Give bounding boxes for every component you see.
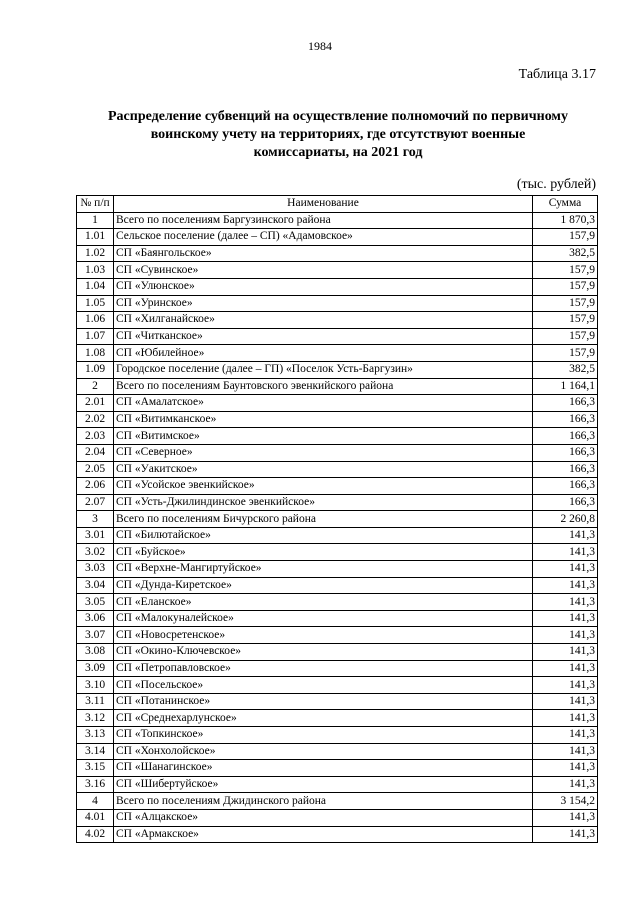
- row-name: СП «Потанинское»: [114, 693, 533, 710]
- row-number: 3.02: [77, 544, 114, 561]
- row-name: СП «Сувинское»: [114, 262, 533, 279]
- row-amount: 1 870,3: [533, 212, 598, 229]
- row-name: Городское поселение (далее – ГП) «Поселок Усть-Баргузин»: [114, 361, 533, 378]
- row-number: 3.09: [77, 660, 114, 677]
- table-row: [77, 793, 598, 810]
- row-number: 3.14: [77, 743, 114, 760]
- row-name: СП «Верхне-Мангиртуйское»: [114, 561, 533, 578]
- row-number: 4.02: [77, 826, 114, 843]
- row-amount: 166,3: [533, 494, 598, 511]
- row-amount: 157,9: [533, 312, 598, 329]
- row-number: 3.15: [77, 760, 114, 777]
- row-number: 1.09: [77, 361, 114, 378]
- row-number: 2: [77, 378, 114, 395]
- row-name: СП «Армакское»: [114, 826, 533, 843]
- table-row: [77, 345, 598, 362]
- row-number: 2.04: [77, 444, 114, 461]
- table-row: [77, 660, 598, 677]
- row-amount: 141,3: [533, 594, 598, 611]
- row-number: 3: [77, 511, 114, 528]
- table-row: [77, 693, 598, 710]
- table-row: [77, 511, 598, 528]
- row-amount: 141,3: [533, 527, 598, 544]
- row-number: 1.07: [77, 328, 114, 345]
- row-name: СП «Юбилейное»: [114, 345, 533, 362]
- row-number: 3.05: [77, 594, 114, 611]
- table-row: [77, 411, 598, 428]
- row-number: 1.06: [77, 312, 114, 329]
- row-number: 2.06: [77, 478, 114, 495]
- row-amount: 141,3: [533, 710, 598, 727]
- table-row: [77, 428, 598, 445]
- row-amount: 157,9: [533, 328, 598, 345]
- table-row: [77, 677, 598, 694]
- row-amount: 382,5: [533, 245, 598, 262]
- row-name: СП «Еланское»: [114, 594, 533, 611]
- row-amount: 157,9: [533, 229, 598, 246]
- table-row: [77, 760, 598, 777]
- table-row: [77, 361, 598, 378]
- row-number: 1.03: [77, 262, 114, 279]
- row-amount: 141,3: [533, 809, 598, 826]
- table-body: [77, 212, 598, 843]
- table-row: [77, 494, 598, 511]
- row-number: 3.03: [77, 561, 114, 578]
- row-name: СП «Малокуналейское»: [114, 610, 533, 627]
- table-row: [77, 826, 598, 843]
- row-name: СП «Витимканское»: [114, 411, 533, 428]
- row-name: Всего по поселениям Баргузинского района: [114, 212, 533, 229]
- table-row: [77, 577, 598, 594]
- row-amount: 166,3: [533, 478, 598, 495]
- row-number: 2.02: [77, 411, 114, 428]
- table-row: [77, 561, 598, 578]
- row-number: 3.07: [77, 627, 114, 644]
- row-number: 1.04: [77, 278, 114, 295]
- table-row: [77, 809, 598, 826]
- row-name: СП «Амалатское»: [114, 395, 533, 412]
- row-amount: 157,9: [533, 262, 598, 279]
- row-name: Всего по поселениям Джидинского района: [114, 793, 533, 810]
- row-amount: 141,3: [533, 826, 598, 843]
- row-name: СП «Билютайское»: [114, 527, 533, 544]
- row-name: СП «Улюнское»: [114, 278, 533, 295]
- row-amount: 157,9: [533, 278, 598, 295]
- row-amount: 166,3: [533, 411, 598, 428]
- row-name: СП «Петропавловское»: [114, 660, 533, 677]
- row-number: 1.08: [77, 345, 114, 362]
- row-amount: 141,3: [533, 644, 598, 661]
- row-name: Всего по поселениям Бичурского района: [114, 511, 533, 528]
- row-amount: 141,3: [533, 610, 598, 627]
- row-name: СП «Баянгольское»: [114, 245, 533, 262]
- row-number: 3.10: [77, 677, 114, 694]
- row-number: 3.08: [77, 644, 114, 661]
- row-amount: 141,3: [533, 627, 598, 644]
- row-amount: 166,3: [533, 395, 598, 412]
- table-row: [77, 461, 598, 478]
- row-name: СП «Усойское эвенкийское»: [114, 478, 533, 495]
- table-label: Таблица 3.17: [518, 67, 596, 82]
- row-number: 2.01: [77, 395, 114, 412]
- row-amount: 141,3: [533, 577, 598, 594]
- row-amount: 141,3: [533, 727, 598, 744]
- row-number: 1: [77, 212, 114, 229]
- row-number: 3.12: [77, 710, 114, 727]
- row-name: СП «Буйское»: [114, 544, 533, 561]
- row-number: 1.05: [77, 295, 114, 312]
- row-name: СП «Окино-Ключевское»: [114, 644, 533, 661]
- row-number: 3.04: [77, 577, 114, 594]
- row-number: 3.06: [77, 610, 114, 627]
- row-amount: 166,3: [533, 428, 598, 445]
- table-row: [77, 710, 598, 727]
- row-number: 3.13: [77, 727, 114, 744]
- row-amount: 3 154,2: [533, 793, 598, 810]
- row-name: СП «Уакитское»: [114, 461, 533, 478]
- table-row: [77, 262, 598, 279]
- row-amount: 157,9: [533, 295, 598, 312]
- row-number: 3.16: [77, 776, 114, 793]
- row-amount: 141,3: [533, 660, 598, 677]
- table-row: [77, 644, 598, 661]
- table-row: [77, 245, 598, 262]
- table-row: [77, 328, 598, 345]
- page-number: 1984: [308, 39, 332, 53]
- row-number: 3.11: [77, 693, 114, 710]
- row-number: 4: [77, 793, 114, 810]
- row-amount: 141,3: [533, 561, 598, 578]
- row-amount: 141,3: [533, 760, 598, 777]
- row-amount: 141,3: [533, 743, 598, 760]
- table-header-row: [77, 196, 598, 213]
- table-row: [77, 544, 598, 561]
- row-number: 3.01: [77, 527, 114, 544]
- table-row: [77, 527, 598, 544]
- row-amount: 1 164,1: [533, 378, 598, 395]
- row-name: Сельское поселение (далее – СП) «Адамовское»: [114, 229, 533, 246]
- row-amount: 157,9: [533, 345, 598, 362]
- row-number: 2.05: [77, 461, 114, 478]
- table-row: [77, 478, 598, 495]
- row-number: 1.02: [77, 245, 114, 262]
- title-line: Распределение субвенций на осуществление полномочий по первичному: [108, 109, 568, 124]
- table-row: [77, 627, 598, 644]
- header-amount: Сумма: [533, 196, 598, 213]
- row-amount: 141,3: [533, 693, 598, 710]
- row-number: 2.07: [77, 494, 114, 511]
- table-row: [77, 727, 598, 744]
- row-amount: 166,3: [533, 461, 598, 478]
- row-name: СП «Дунда-Киретское»: [114, 577, 533, 594]
- row-amount: 141,3: [533, 544, 598, 561]
- row-name: СП «Алцакское»: [114, 809, 533, 826]
- row-name: СП «Среднехарлунское»: [114, 710, 533, 727]
- table-row: [77, 312, 598, 329]
- table-row: [77, 295, 598, 312]
- row-amount: 166,3: [533, 444, 598, 461]
- row-name: СП «Уринское»: [114, 295, 533, 312]
- document-title: [78, 108, 598, 162]
- row-number: 4.01: [77, 809, 114, 826]
- table-row: [77, 444, 598, 461]
- table-row: [77, 278, 598, 295]
- table-row: [77, 743, 598, 760]
- row-name: СП «Читканское»: [114, 328, 533, 345]
- row-name: СП «Шанагинское»: [114, 760, 533, 777]
- row-name: СП «Топкинское»: [114, 727, 533, 744]
- title-line: комиссариаты, на 2021 год: [253, 145, 423, 160]
- header-name: Наименование: [114, 196, 533, 213]
- row-name: Всего по поселениям Баунтовского эвенкийского района: [114, 378, 533, 395]
- row-amount: 141,3: [533, 677, 598, 694]
- row-name: СП «Хонхолойское»: [114, 743, 533, 760]
- header-num: № п/п: [77, 196, 114, 213]
- row-number: 2.03: [77, 428, 114, 445]
- units-label: (тыс. рублей): [516, 177, 596, 192]
- row-name: СП «Витимское»: [114, 428, 533, 445]
- table-row: [77, 395, 598, 412]
- row-name: СП «Усть-Джилиндинское эвенкийское»: [114, 494, 533, 511]
- row-name: СП «Северное»: [114, 444, 533, 461]
- row-name: СП «Шибертуйское»: [114, 776, 533, 793]
- title-line: воинскому учету на территориях, где отсутствуют военные: [150, 127, 526, 142]
- row-amount: 141,3: [533, 776, 598, 793]
- row-amount: 2 260,8: [533, 511, 598, 528]
- row-number: 1.01: [77, 229, 114, 246]
- table-row: [77, 229, 598, 246]
- table-row: [77, 212, 598, 229]
- table-row: [77, 594, 598, 611]
- table-row: [77, 776, 598, 793]
- row-name: СП «Хилганайское»: [114, 312, 533, 329]
- row-amount: 382,5: [533, 361, 598, 378]
- row-name: СП «Посельское»: [114, 677, 533, 694]
- subvention-table: [76, 195, 598, 843]
- table-row: [77, 610, 598, 627]
- table-row: [77, 378, 598, 395]
- row-name: СП «Новосретенское»: [114, 627, 533, 644]
